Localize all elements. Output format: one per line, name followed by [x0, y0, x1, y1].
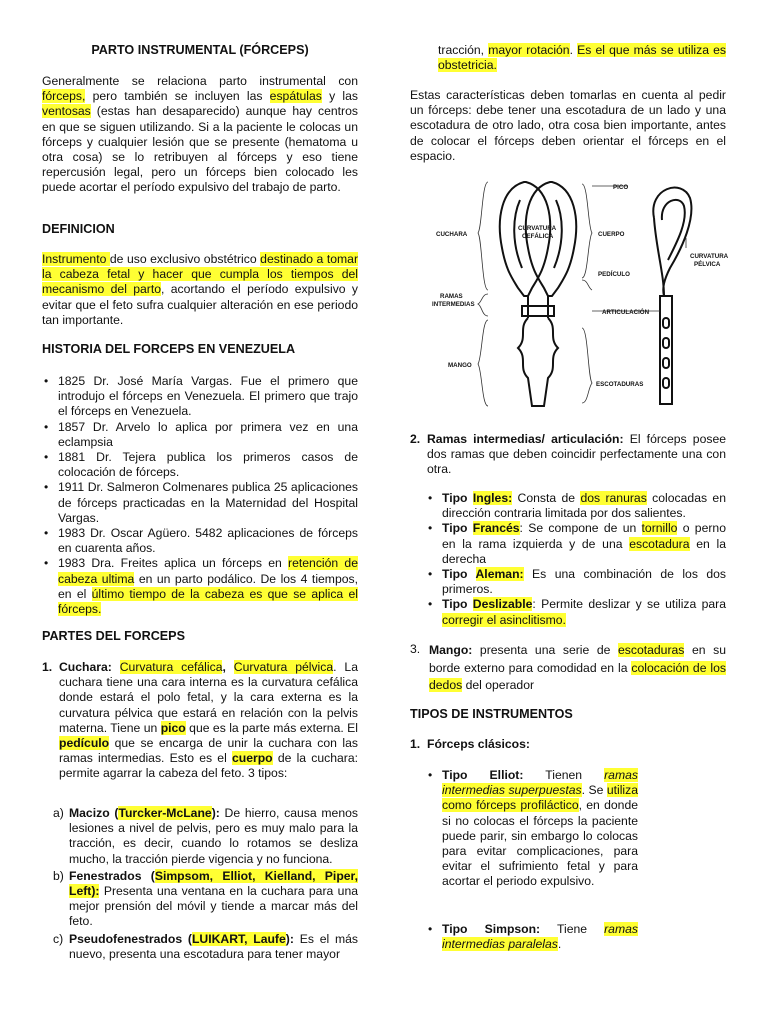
highlight-asinclitismo: corregir el asinclitismo.	[442, 612, 566, 627]
tipos-ramas-list	[426, 491, 726, 628]
tipo-name: Fenestrados	[69, 868, 142, 883]
highlight-paralelas: ramas intermedias paralelas	[442, 921, 638, 951]
paren: ):	[211, 806, 220, 820]
list-letter: c)	[53, 931, 64, 946]
highlight-curvatura-pelvica: Curvatura pélvica	[233, 660, 334, 674]
highlight-tipo-name: Aleman:	[475, 567, 524, 582]
tipo-name: Macizo	[69, 806, 110, 820]
mango-body: en su borde externo para comodidad en la	[429, 643, 727, 675]
highlight-curvatura-cefalica: Curvatura cefálica	[119, 660, 223, 674]
definicion-text: de uso exclusivo obstétrico	[109, 252, 261, 266]
elliot-text: Tienen	[523, 768, 605, 782]
mango-label: Mango:	[429, 643, 473, 657]
tipo-text: : Permite deslizar y se utiliza para	[532, 597, 726, 612]
tipo-text: De hierro, causa menos lesiones a nivel de pelvis, pero es muy malo para la tracción, es decir, cuando lo rotamos se desliza mucho, la tracción pierde vigencia y no funciona.	[69, 806, 358, 866]
mango-text	[429, 642, 726, 695]
tipo-fenestrados	[42, 869, 358, 930]
ramas-item	[410, 432, 726, 478]
historia-item: • 1881 Dr. Tejera publica los primeros casos de colocación de fórceps.	[42, 450, 358, 480]
tipo-text: Consta de	[512, 491, 581, 505]
tipo-text: Es una combinación de los dos primeros.	[442, 567, 726, 597]
item-number: 1.	[42, 660, 53, 674]
tipos-instrumentos-heading: TIPOS DE INSTRUMENTOS	[410, 707, 573, 721]
tipo-pre: Tipo	[442, 521, 473, 536]
highlight-pico: pico	[160, 720, 186, 735]
paren: (	[182, 931, 192, 946]
tipo-text: en la derecha	[442, 536, 726, 566]
highlight-superpuestas: ramas intermedias superpuestas	[442, 768, 638, 798]
continuation-text	[438, 43, 726, 73]
highlight-escotaduras: escotaduras	[618, 643, 685, 657]
forceps-front-handle	[518, 318, 558, 406]
label-escotaduras: ESCOTADURAS	[596, 381, 644, 388]
tipo-ingles	[426, 491, 726, 521]
simpson-name: Tipo Simpson:	[442, 921, 541, 936]
cuchara-body: que es la parte más externa. El	[185, 720, 359, 735]
paren: ):	[285, 931, 294, 946]
highlight-ultimo-tiempo: último tiempo de la cabeza es que se aplica el fórceps.	[58, 586, 358, 617]
intro-text: Generalmente se relaciona parto instrumental con	[42, 74, 358, 88]
intro-paragraph	[42, 74, 358, 196]
bracket-cuchara	[478, 182, 488, 290]
tipos-cuchara-list	[42, 806, 358, 962]
historia-item: • 1857 Dr. Arvelo lo aplica por primera vez en una eclampsia	[42, 420, 358, 450]
highlight-tipo-authors: Turcker-McLane	[118, 806, 212, 820]
articulation-lock	[522, 306, 554, 316]
tipo-text: colocadas en dirección contraria limitada por dos salientes.	[442, 491, 726, 521]
item-number: 2.	[410, 432, 421, 446]
ramas-body: El fórceps posee dos ramas que deben coincidir perfectamente una con otra.	[427, 432, 727, 477]
tipo-text: : Se compone de un	[519, 521, 642, 536]
label-intermedias: INTERMEDIAS	[432, 301, 475, 308]
tipo-pre: Tipo	[442, 567, 476, 582]
highlight-colocacion-dedos: colocación de los dedos	[429, 660, 726, 692]
label-curvatura-cefalica: CURVATURA	[518, 225, 557, 232]
intro-text: pero también se incluyen las	[85, 89, 270, 104]
historia-item: • 1911 Dr. Salmeron Colmenares publica 25 aplicaciones de fórceps practicadas en la Maternidad del Hospital Vargas.	[42, 480, 358, 526]
definicion-heading: DEFINICION	[42, 222, 115, 236]
tipo-deslizable	[426, 597, 726, 627]
item-number: 1.	[410, 737, 421, 751]
label-pico: PICO	[613, 184, 629, 191]
elliot-forceps-image	[646, 708, 768, 828]
mango-body: presenta una serie de	[472, 643, 618, 657]
label-cuchara: CUCHARA	[436, 231, 468, 238]
highlight-tipo-authors: Simpsom, Elliot, Kielland, Piper, Left	[69, 868, 358, 899]
highlight-tornillo: tornillo	[641, 521, 678, 536]
highlight-retencion: retención de cabeza ultima	[58, 556, 358, 586]
highlight-profilactico: fórceps profiláctico	[476, 798, 579, 813]
blade-window-left	[514, 200, 522, 268]
cuchara-label: Cuchara:	[59, 660, 112, 674]
historia-item: • 1825 Dr. José María Vargas. Fue el primero que introdujo el fórceps en Venezuela. El primero que trajo el fórceps en Venezuela.	[42, 374, 358, 420]
highlight-instrumento: Instrumento	[42, 252, 110, 266]
cuchara-body: que se encarga de unir la cuchara con las ramas intermedias. Esto es el	[59, 736, 358, 766]
intro-text: y las	[321, 89, 358, 104]
paren: ):	[91, 884, 100, 899]
tipo-elliot	[426, 768, 638, 890]
ramas-text	[427, 432, 726, 478]
highlight-mayor-rotacion: mayor rotación	[488, 43, 570, 57]
mango-item	[410, 642, 726, 695]
label-curvatura-pelvica-2: PÉLVICA	[694, 261, 721, 268]
definicion-paragraph	[42, 252, 358, 328]
historia-heading: HISTORIA DEL FORCEPS EN VENEZUELA	[42, 342, 296, 356]
cuchara-item	[42, 660, 358, 782]
highlight-tipo-name: Deslizable	[472, 597, 533, 612]
highlight-cuerpo: cuerpo	[231, 751, 273, 766]
clasicos-label: Fórceps clásicos:	[427, 737, 530, 751]
highlight-pediculo: pedículo	[59, 736, 110, 751]
document-title: PARTO INSTRUMENTAL (FÓRCEPS)	[91, 43, 309, 57]
highlight-definicion: destinado a tomar la cabeza fetal y hacer que cumpla los tiempos del mecanismo del parto	[42, 252, 359, 297]
historia-item: • 1983 Dr. Oscar Agüero. 5482 aplicaciones de fórceps en cuarenta años.	[42, 526, 358, 556]
cuchara-text	[59, 660, 358, 782]
tipo-frances	[426, 521, 726, 567]
forceps-diagram	[424, 178, 740, 418]
tipo-pre: Tipo	[442, 597, 473, 612]
tipo-name: Pseudofenestrados	[69, 931, 183, 946]
label-pediculo: PEDÍCULO	[598, 271, 630, 278]
cuchara-body: . La cuchara tiene una cara interna es la curvatura cefálica donde estará el polo fetal, y la cara externa es la curvatura pélvica que estará en relación con la pelvis materna. Tiene un	[59, 660, 358, 735]
blade-window-right	[554, 200, 562, 268]
highlight-ventosas: ventosas	[42, 104, 91, 119]
tipo-text: Es el más nuevo, presenta una escotadura para tener mayor	[69, 931, 358, 961]
list-letter: a)	[53, 806, 64, 820]
highlight-mas-utiliza: Es el que más se utiliza es obstetricia.	[438, 43, 726, 73]
cont-text: tracción,	[438, 43, 489, 57]
item-number: 3.	[410, 642, 421, 656]
label-mango: MANGO	[448, 362, 472, 369]
highlight-forceps: fórceps,	[42, 89, 86, 104]
highlight-utiliza: utiliza como	[442, 783, 638, 813]
highlight-tipo-authors: LUIKART, Laufe	[191, 931, 286, 946]
paren: (	[109, 806, 119, 820]
simpson-forceps-image	[646, 838, 768, 1002]
space	[112, 660, 120, 674]
highlight-tipo-name: Francés	[472, 521, 520, 536]
tipo-pseudofenestrados	[42, 932, 358, 962]
definicion-text: , acortando el período expulsivo y evitar que el feto sufra cualquier alteración en ese periodo tan importante.	[42, 282, 358, 327]
intro-text: (estas han desaparecido) aunque hay centros en que se siguen utilizando. Si a la paciente le colocas un fórceps y cualquier lesión que se presente (hematoma u otra cosa) se lo retribuyen al fórceps y eso tiene repercusión legal, pero un fórceps bien colocado les puede acortar el período expulsivo del trabajo de parto.	[42, 104, 358, 195]
list-letter: b)	[53, 868, 64, 883]
label-cuerpo: CUERPO	[598, 231, 625, 238]
tipo-aleman	[426, 567, 726, 597]
clasicos-item	[410, 737, 630, 752]
comma: ,	[222, 660, 234, 674]
elliot-text: . Se	[581, 783, 607, 798]
cont-text: .	[569, 43, 578, 57]
mango-body: del operador	[462, 678, 535, 692]
label-curvatura-pelvica: CURVATURA	[690, 253, 729, 260]
elliot-text: , en donde si no colocas el fórceps la paciente puede parir, sin embargo lo colocas para evitar complicaciones, para evitar el sufrimiento fetal y para acortar el periodo expulsivo.	[442, 798, 639, 889]
highlight-escotadura: escotadura	[629, 536, 690, 551]
elliot-name: Tipo Elliot:	[442, 768, 524, 782]
caracteristicas-paragraph: Estas características deben tomarlas en cuenta al pedir un fórceps: debe tener una escotadura de un lado y una escotadura de otro lado, otra cosa bien importante, antes de colocar el fórceps deben orientar el fórceps en el espacio.	[410, 88, 726, 163]
tipo-pre: Tipo	[442, 491, 473, 505]
highlight-dos-ranuras: dos ranuras	[580, 491, 647, 505]
historia-text: 1983 Dra. Freites aplica un fórceps en	[58, 556, 289, 571]
partes-heading: PARTES DEL FORCEPS	[42, 629, 185, 643]
ramas-label: Ramas intermedias/ articulación:	[427, 432, 624, 446]
clasicos-list	[426, 768, 638, 952]
tipo-macizo	[42, 806, 358, 867]
cuchara-body: de la cuchara: permite agarrar la cabeza del feto. 3 tipos:	[59, 751, 359, 781]
label-ramas: RAMAS	[440, 293, 463, 300]
highlight-tipo-name: Ingles:	[472, 491, 513, 505]
highlight-espatulas: espátulas	[269, 89, 322, 104]
historia-item	[42, 556, 358, 617]
historia-text: en un parto podálico. De los 4 tiempos, en el	[58, 571, 358, 601]
simpson-text: .	[557, 936, 562, 951]
tipo-text: o perno en la rama izquierda y de una	[442, 521, 726, 551]
tipo-text: Presenta una ventana en la cuchara para una mejor prensión del móvil y tiende a marcar más del feto.	[69, 884, 358, 929]
historia-list	[42, 374, 358, 617]
label-articulacion: ARTICULACIÓN	[602, 309, 650, 316]
label-curvatura-cefalica-2: CEFÁLICA	[522, 233, 554, 240]
simpson-text: Tiene	[540, 921, 605, 936]
tipo-simpson	[426, 922, 638, 952]
paren: (	[141, 868, 155, 883]
